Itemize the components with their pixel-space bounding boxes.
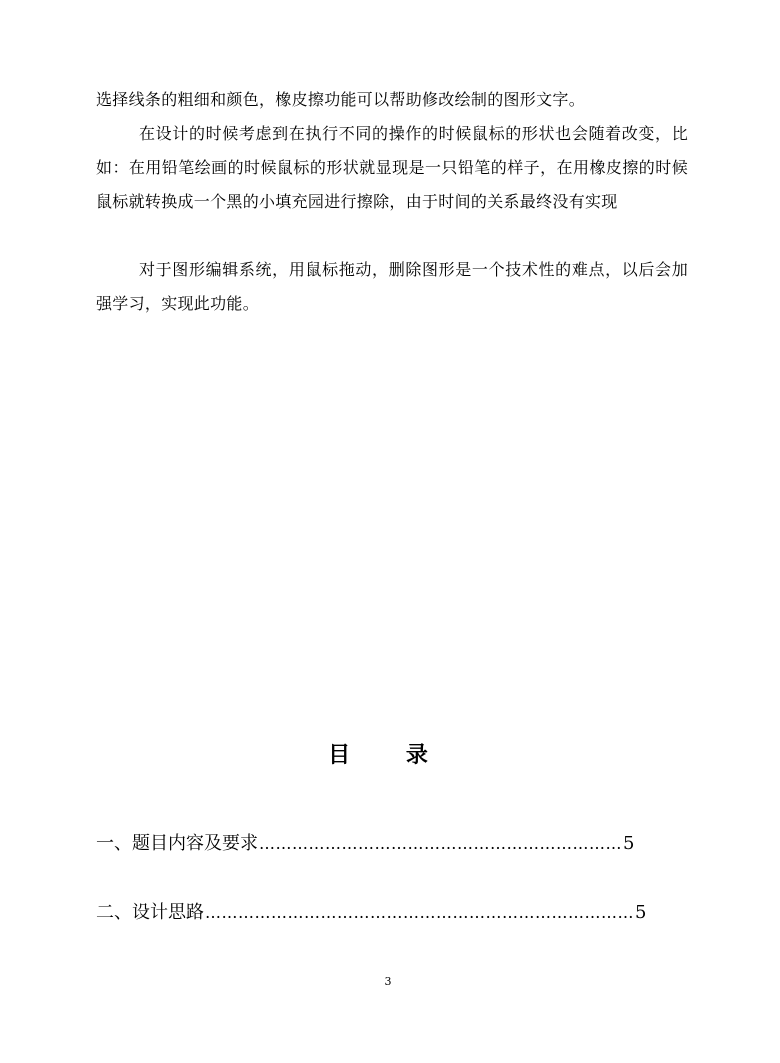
toc-entry-number: 一 — [96, 833, 114, 854]
paragraph-intro-continuation: 选择线条的粗细和颜色，橡皮擦功能可以帮助修改绘制的图形文字。 — [96, 90, 586, 109]
toc-entry-separator: 、 — [114, 833, 132, 854]
paragraph-mouse-shape: 在设计的时候考虑到在执行不同的操作的时候鼠标的形状也会随着改变，比如：在用铅笔绘画的时候鼠标的形状就显现是一只铅笔的样子，在用橡皮擦的时候鼠标就转换成一个黑的小填充园进行擦除，由于时间的关系最终没有实现 — [96, 124, 688, 211]
toc-entry-leader-dots: …………………………………………………………………… — [205, 903, 634, 922]
toc-entry-text: 题目内容及要求 — [132, 833, 258, 854]
toc-entry-number: 二 — [96, 902, 114, 923]
toc-entry-page: 5 — [635, 902, 647, 923]
toc-entry[interactable] — [96, 898, 647, 928]
toc-title: 目 录 — [328, 742, 452, 768]
toc-entry-leader-dots: ………………………………………………………… — [259, 834, 622, 853]
toc-entry-page: 5 — [623, 833, 635, 854]
toc-entry[interactable] — [96, 829, 635, 859]
toc-entry-text: 设计思路 — [132, 902, 204, 923]
page-number: 3 — [384, 975, 392, 988]
toc-entry-separator: 、 — [114, 902, 132, 923]
paragraph-drag-delete: 对于图形编辑系统，用鼠标拖动，删除图形是一个技术性的难点，以后会加强学习，实现此功能。 — [96, 260, 688, 313]
